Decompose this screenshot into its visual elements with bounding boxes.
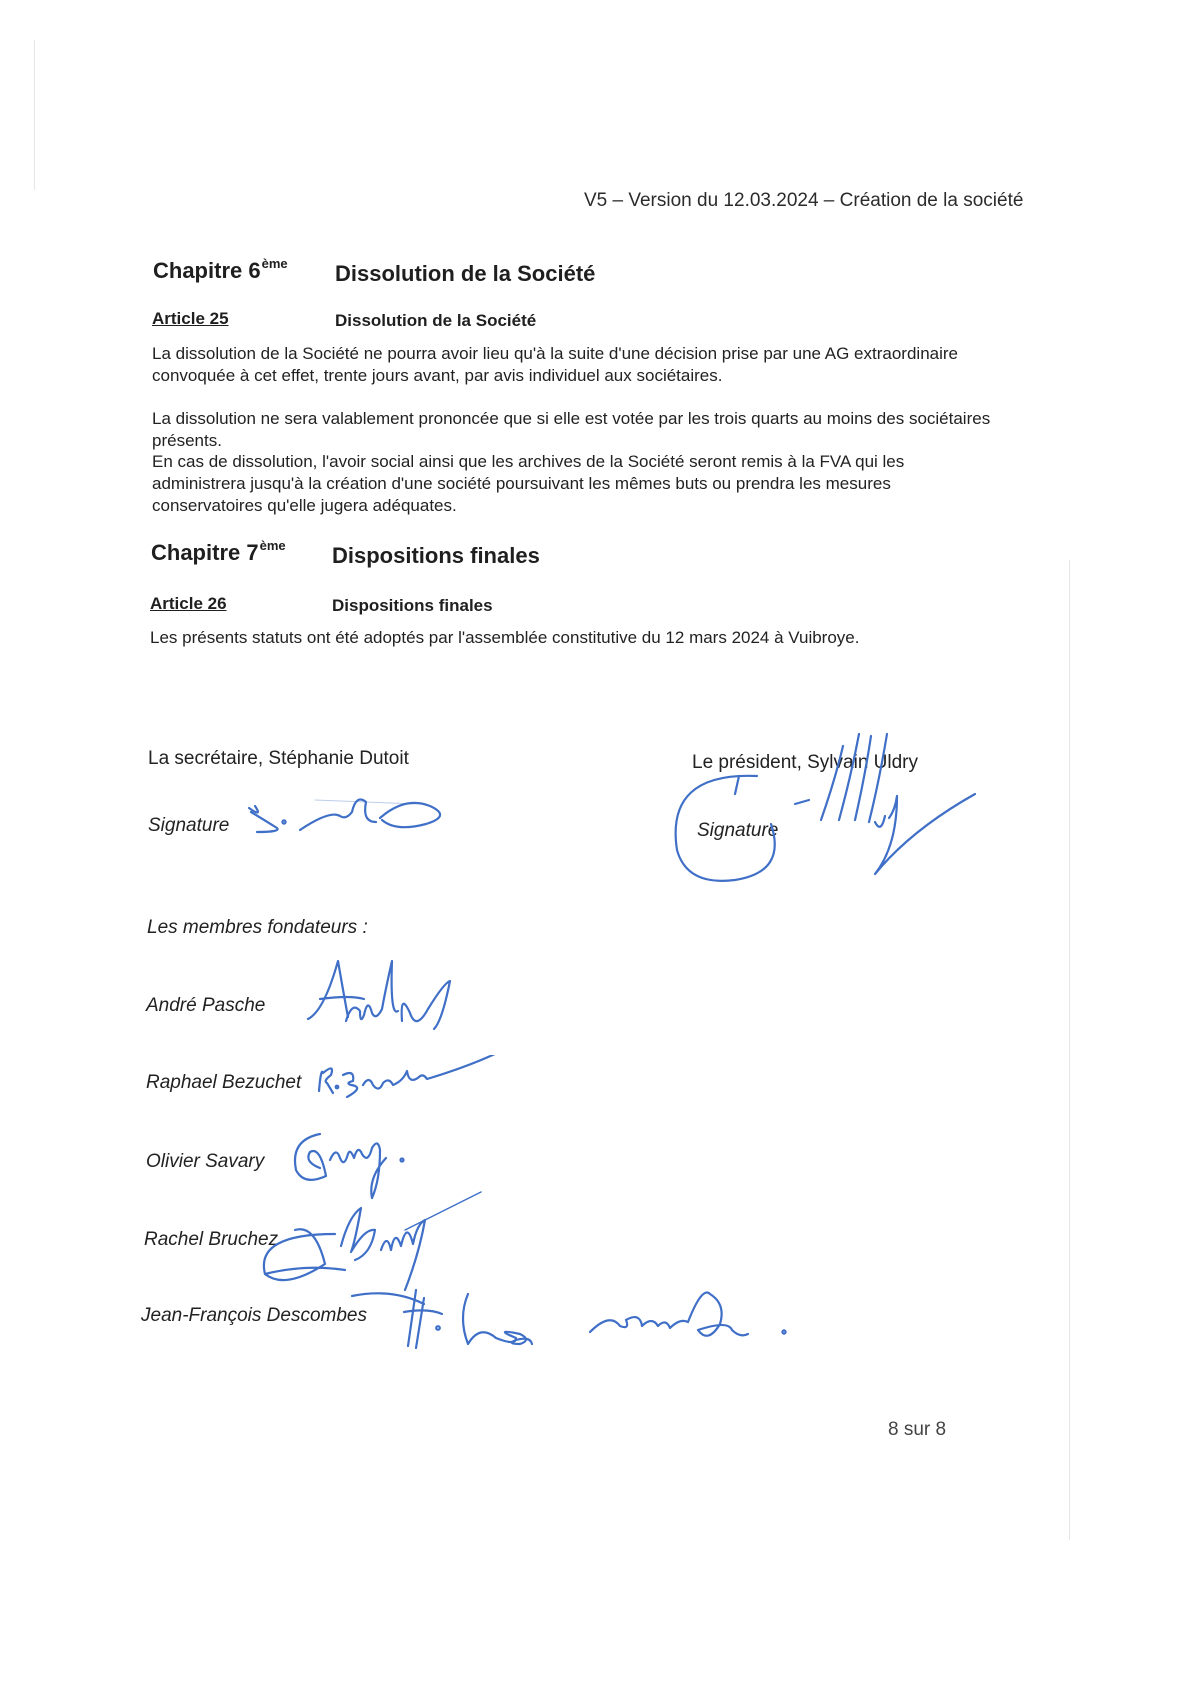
scan-edge-line — [1069, 560, 1070, 1540]
article-25-number: Article 25 — [152, 309, 229, 328]
founder-signature — [300, 955, 460, 1035]
founder-name: Raphael Bezuchet — [146, 1072, 302, 1093]
founder-signature — [315, 1055, 525, 1105]
chapter-7-label: Chapitre 7ème — [151, 538, 286, 565]
president-signature — [665, 720, 985, 890]
article-25-title: Dissolution de la Société — [335, 311, 537, 330]
president-signature-label: Signature — [697, 820, 779, 841]
article-26-title: Dispositions finales — [332, 596, 493, 615]
article-25-paragraph-3: En cas de dissolution, l'avoir social ainsi que les archives de la Société seront remis à la FVA qui les administrera jusqu'à la création d'une société poursuivant les mêmes buts ou prendra les mesures conservatoires qu'elle jugera adéquates. — [152, 452, 905, 515]
founders-heading: Les membres fondateurs : — [147, 917, 368, 938]
page-number: 8 sur 8 — [888, 1419, 947, 1440]
secretary-signature — [245, 790, 455, 850]
chapter-6-label: Chapitre 6ème — [153, 256, 288, 283]
president-line: Le président, Sylvain Uldry — [692, 752, 918, 773]
article-26-number: Article 26 — [150, 594, 227, 613]
article-25-paragraph-2: La dissolution ne sera valablement prononcée que si elle est votée par les trois quarts au moins des sociétaires présents. — [152, 409, 991, 450]
secretary-signature-label: Signature — [148, 815, 230, 836]
article-26-paragraph-1: Les présents statuts ont été adoptés par l'assemblée constitutive du 12 mars 2024 à Vuibroye. — [150, 628, 860, 647]
founder-signature — [350, 1280, 820, 1360]
founder-name: André Pasche — [146, 995, 266, 1016]
secretary-line: La secrétaire, Stéphanie Dutoit — [148, 748, 409, 769]
version-header: V5 – Version du 12.03.2024 – Création de la société — [584, 190, 1024, 211]
chapter-7-title: Dispositions finales — [332, 543, 540, 568]
article-25-paragraph-1: La dissolution de la Société ne pourra avoir lieu qu'à la suite d'une décision prise par une AG extraordinaire convoquée à cet effet, trente jours avant, par avis individuel aux sociétaires. — [152, 344, 958, 385]
founder-name: Olivier Savary — [146, 1151, 265, 1172]
founder-name: Jean-François Descombes — [141, 1305, 367, 1326]
founder-name: Rachel Bruchez — [144, 1229, 279, 1250]
chapter-6-title: Dissolution de la Société — [335, 261, 596, 286]
scan-edge-line — [34, 40, 35, 190]
